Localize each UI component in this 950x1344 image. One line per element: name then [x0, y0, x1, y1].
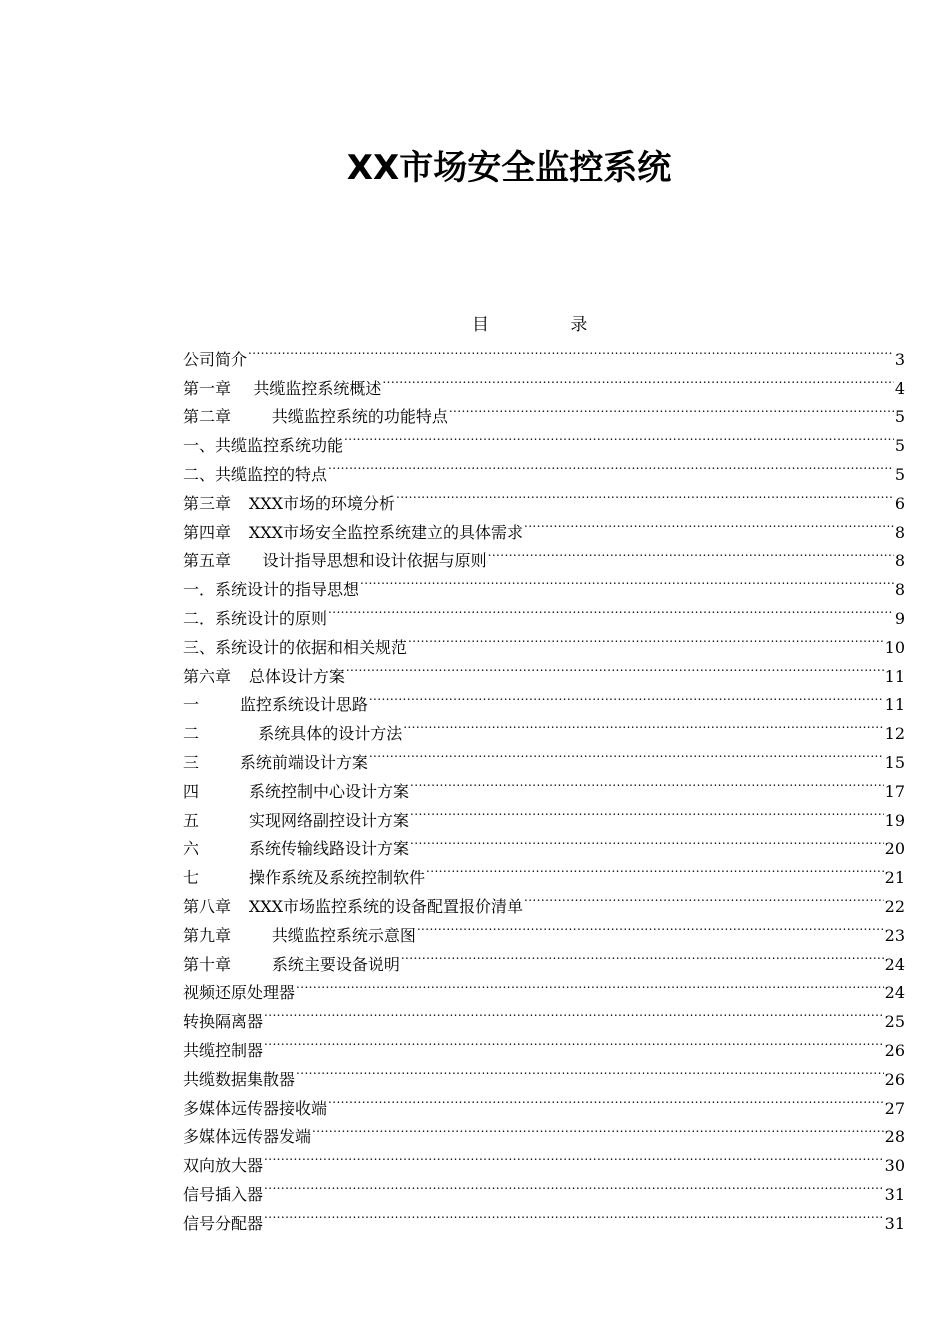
toc-entry-prefix: 二、共缆监控的特点 [183, 464, 328, 484]
toc-entry-text: 实现网络副控设计方案 [249, 810, 410, 830]
toc-leader-dots [449, 394, 894, 423]
toc-page-number: 6 [894, 493, 905, 513]
toc-entry-label [183, 346, 247, 375]
toc-page-number: 8 [894, 551, 905, 571]
toc-entry-prefix: 一 [183, 695, 200, 715]
toc-leader-dots [264, 1027, 884, 1056]
toc-heading: 目 录 [472, 315, 626, 335]
toc-page-number: 4 [894, 378, 905, 398]
toc-entry-prefix: 第四章 [183, 522, 232, 542]
toc-entry-prefix: 六 [183, 839, 200, 859]
toc-entry[interactable] [183, 998, 905, 1032]
toc-page-number: 27 [884, 1098, 905, 1118]
toc-entry-label [183, 1152, 263, 1181]
document-title: XX市场安全监控系统 [346, 148, 672, 188]
toc-entry-text: XXX市场安全监控系统建立的具体需求 [248, 522, 523, 542]
toc-entry-prefix: 二 [183, 724, 200, 744]
toc-leader-dots [312, 1114, 884, 1143]
toc-entry-text: 监控系统设计思路 [239, 695, 368, 715]
toc-entry-text: 共缆监控系统示意图 [271, 925, 416, 945]
toc-leader-dots [410, 826, 884, 855]
toc-leader-dots [396, 480, 894, 509]
toc-leader-dots [369, 682, 884, 711]
toc-entry-label [183, 835, 409, 864]
toc-entry-prefix: 多媒体远传器接收端 [183, 1098, 328, 1118]
toc-leader-dots [328, 1085, 884, 1114]
toc-entry-label [183, 663, 345, 692]
toc-page-number: 8 [894, 580, 905, 600]
toc-leader-dots [369, 739, 884, 768]
toc-entry-prefix: 第六章 [183, 666, 232, 686]
toc-entry-text: 共缆监控系统概述 [253, 378, 382, 398]
toc-entry-label [183, 1210, 263, 1239]
toc-page-number: 5 [894, 407, 905, 427]
toc-page-number: 21 [884, 868, 905, 888]
toc-entry-label [183, 807, 409, 836]
toc-entry-text: 系统控制中心设计方案 [249, 781, 410, 801]
toc-entry-prefix: 公司简介 [183, 349, 248, 369]
toc-entry-prefix: 第八章 [183, 896, 232, 916]
toc-entry-prefix: 共缆控制器 [183, 1040, 264, 1060]
toc-entry[interactable] [183, 365, 905, 398]
toc-leader-dots [360, 566, 894, 595]
toc-entry-label [183, 749, 368, 778]
toc-page-number: 11 [884, 666, 905, 686]
toc-entry-text: XXX市场的环境分析 [248, 493, 395, 513]
toc-entry-label [183, 778, 409, 807]
toc-entry-text: 总体设计方案 [248, 666, 345, 686]
toc-leader-dots [410, 768, 884, 797]
toc-entry[interactable] [183, 1027, 905, 1060]
toc-leader-dots [328, 595, 894, 624]
toc-leader-dots [408, 624, 884, 653]
toc-entry-label [183, 691, 368, 720]
toc-entry-label [183, 519, 523, 548]
toc-entry-label [183, 375, 381, 404]
toc-entry-label [183, 490, 395, 519]
toc-entry-prefix: 二．系统设计的原则 [183, 608, 328, 628]
toc-leader-dots [524, 883, 884, 912]
toc-page-number: 8 [894, 522, 905, 542]
toc-leader-dots [426, 854, 884, 883]
toc-entry-prefix: 三 [183, 752, 200, 772]
toc-entry-prefix: 转换隔离器 [183, 1012, 264, 1032]
toc-leader-dots [382, 365, 893, 394]
toc-page-number: 10 [884, 637, 905, 657]
toc-page-number: 28 [884, 1127, 905, 1147]
toc-entry-label [183, 1008, 263, 1037]
toc-entry-label [183, 864, 425, 893]
toc-entry-text: 设计指导思想和设计依据与原则 [262, 551, 487, 571]
toc-page-number: 25 [884, 1012, 905, 1032]
toc-leader-dots [417, 912, 884, 941]
toc-entry-prefix: 四 [183, 781, 200, 801]
toc-entry-text: 操作系统及系统控制软件 [249, 868, 426, 888]
toc-entry[interactable] [183, 1200, 905, 1233]
toc-page-number: 20 [884, 839, 905, 859]
toc-entry-text: 共缆监控系统的功能特点 [271, 407, 448, 427]
toc-entry-prefix: 五 [183, 810, 200, 830]
toc-page-number: 17 [884, 781, 905, 801]
toc-page-number: 12 [884, 724, 905, 744]
toc-page-number: 15 [884, 752, 905, 772]
toc-page-number: 31 [884, 1213, 905, 1233]
toc-entry-prefix: 信号插入器 [183, 1184, 264, 1204]
toc-entry[interactable] [183, 1171, 905, 1204]
toc-page-number: 3 [894, 349, 905, 369]
toc-entry-prefix: 信号分配器 [183, 1213, 264, 1233]
toc-page-number: 11 [884, 695, 905, 715]
toc-leader-dots [346, 653, 884, 682]
toc-entry-prefix: 共缆数据集散器 [183, 1069, 296, 1089]
toc-leader-dots [488, 538, 894, 567]
table-of-contents [183, 336, 905, 1233]
toc-entry-text: 系统前端设计方案 [239, 752, 368, 772]
toc-entry-prefix: 七 [183, 868, 200, 888]
toc-leader-dots [264, 998, 884, 1027]
toc-leader-dots [401, 941, 884, 970]
toc-page-number: 26 [884, 1069, 905, 1089]
toc-leader-dots [344, 422, 894, 451]
toc-entry[interactable] [183, 336, 905, 369]
toc-page-number: 30 [884, 1156, 905, 1176]
toc-leader-dots [410, 797, 884, 826]
toc-page-number: 9 [894, 608, 905, 628]
toc-leader-dots [248, 336, 894, 365]
toc-entry-prefix: 多媒体远传器发端 [183, 1127, 312, 1147]
toc-leader-dots [403, 710, 883, 739]
toc-entry-prefix: 第十章 [183, 954, 232, 974]
toc-leader-dots [296, 970, 884, 999]
toc-page-number: 5 [894, 464, 905, 484]
toc-entry-text: 系统具体的设计方法 [258, 724, 403, 744]
toc-entry-prefix: 第五章 [183, 551, 232, 571]
toc-entry-label [183, 1037, 263, 1066]
toc-entry-prefix: 双向放大器 [183, 1156, 264, 1176]
toc-page-number: 23 [884, 925, 905, 945]
toc-leader-dots [296, 1056, 884, 1085]
toc-leader-dots [264, 1142, 884, 1171]
toc-entry-prefix: 一、共缆监控系统功能 [183, 436, 344, 456]
toc-entry-text: XXX市场监控系统的设备配置报价清单 [248, 896, 523, 916]
toc-entry-label [183, 605, 327, 634]
toc-leader-dots [328, 451, 894, 480]
toc-leader-dots [264, 1200, 884, 1229]
toc-entry-label [183, 1181, 263, 1210]
toc-entry-label [183, 432, 343, 461]
toc-page-number: 19 [884, 810, 905, 830]
toc-entry-prefix: 第一章 [183, 378, 232, 398]
toc-page-number: 24 [884, 983, 905, 1003]
toc-entry-label [183, 922, 416, 951]
toc-entry-label [183, 1066, 295, 1095]
toc-entry-prefix: 第九章 [183, 925, 232, 945]
toc-entry-label [183, 461, 327, 490]
toc-page-number: 22 [884, 896, 905, 916]
toc-entry-text: 系统传输线路设计方案 [249, 839, 410, 859]
toc-leader-dots [264, 1171, 884, 1200]
toc-entry-text: 系统主要设备说明 [271, 954, 400, 974]
toc-entry-prefix: 视频还原处理器 [183, 983, 296, 1003]
toc-page-number: 26 [884, 1040, 905, 1060]
toc-entry[interactable] [183, 1142, 905, 1176]
toc-entry-prefix: 第三章 [183, 493, 232, 513]
toc-entry[interactable] [183, 1056, 905, 1089]
toc-page-number: 31 [884, 1184, 905, 1204]
toc-page-number: 5 [894, 436, 905, 456]
toc-entry-label [183, 1095, 327, 1124]
toc-entry-prefix: 一．系统设计的指导思想 [183, 580, 360, 600]
toc-entry-prefix: 三、系统设计的依据和相关规范 [183, 637, 408, 657]
toc-page-number: 24 [884, 954, 905, 974]
toc-entry-prefix: 第二章 [183, 407, 232, 427]
toc-leader-dots [524, 509, 894, 538]
